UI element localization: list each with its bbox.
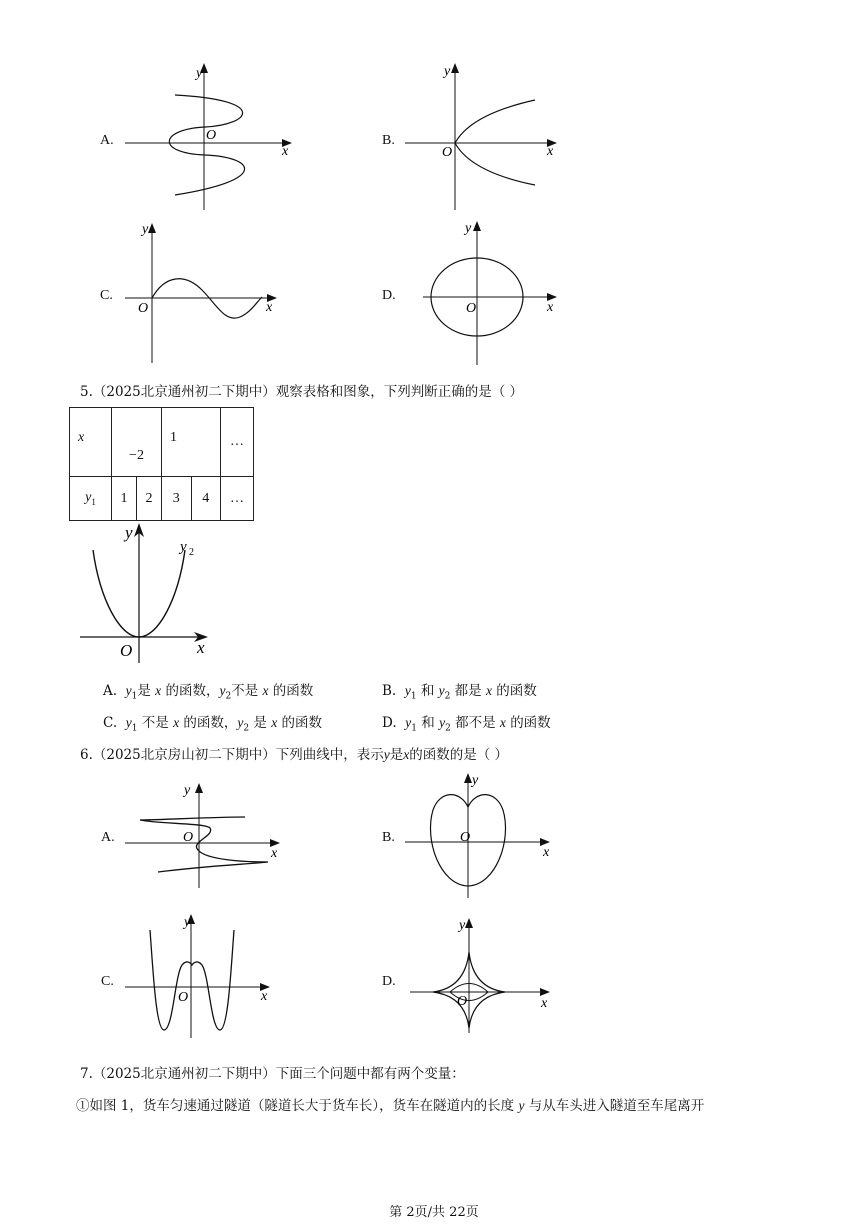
y-label: y	[459, 918, 466, 933]
q5-graph	[70, 520, 220, 665]
table-header-y1: $y_1$	[70, 477, 112, 521]
q4-option-c-label: C.	[100, 288, 113, 303]
q4-graph-d	[420, 215, 570, 370]
page-footer: 第 2页/共 22页	[389, 1205, 479, 1220]
table-cell: −2	[112, 408, 162, 477]
y-axis-arrow	[195, 783, 203, 793]
q6-option-d-label: D.	[382, 974, 396, 989]
y-label: y	[444, 64, 451, 79]
y-axis-arrow	[465, 918, 473, 928]
q4-graph-b	[400, 55, 570, 220]
table-cell: …	[221, 477, 254, 521]
q5-table	[69, 407, 254, 521]
q4-option-d-label: D.	[382, 288, 396, 303]
q5-stem: 5.（2025北京通州初二下期中）观察表格和图象，下列判断正确的是（ ）	[80, 384, 524, 400]
q5-answer-b: B. $y_1$ 和 $y_2$ 都是 x 的函数	[382, 683, 537, 702]
table-cell: 1	[112, 477, 137, 520]
q7-item-1: ①如图 1，货车匀速通过隧道（隧道长大于货车长），货车在隧道内的长度 y 与从车头进入隧道至车尾离开	[76, 1098, 705, 1114]
q6-option-c-label: C.	[101, 974, 114, 989]
table-cell: 1	[162, 408, 221, 477]
x-axis-arrow	[540, 988, 550, 996]
x-label: x	[547, 144, 554, 159]
q7-stem: 7.（2025北京通州初二下期中）下面三个问题中都有两个变量：	[80, 1066, 465, 1082]
table-cell-group	[112, 477, 162, 521]
table-cell: 4	[202, 490, 210, 506]
x-label: x	[261, 989, 268, 1004]
x-label: x	[282, 144, 289, 159]
table-cell-group	[162, 477, 221, 521]
origin-label: O	[120, 641, 133, 660]
table-row	[70, 408, 254, 477]
x-label: x	[271, 846, 278, 861]
y-label: y	[472, 773, 479, 788]
y-axis-arrow	[451, 63, 459, 73]
curve	[140, 817, 268, 872]
origin-label: O	[138, 301, 149, 316]
table-header-x: x	[70, 408, 112, 477]
q5-answer-c: C. $y_1$ 不是 x 的函数，$y_2$ 是 x 的函数	[103, 715, 322, 734]
q6-option-b-label: B.	[382, 830, 395, 845]
origin-label: O	[183, 830, 194, 845]
x-label: x	[543, 845, 550, 860]
q6-stem: 6.（2025北京房山初二下期中）下列曲线中，表示y是x的函数的是（ ）	[80, 747, 509, 763]
curve-label-sub: 2	[189, 547, 194, 558]
x-label: x	[541, 996, 548, 1011]
x-label: x	[266, 300, 273, 315]
curve-label: y	[180, 539, 187, 555]
q6-graph-a	[120, 780, 290, 890]
origin-label: O	[442, 145, 453, 160]
origin-label: O	[460, 830, 471, 845]
origin-label: O	[466, 301, 477, 316]
origin-label: O	[457, 994, 468, 1009]
table-cell: 3	[162, 477, 192, 520]
q4-graph-c	[120, 215, 290, 370]
table-cell: …	[221, 408, 254, 477]
y-axis-arrow	[464, 773, 472, 783]
q4-option-a-label: A.	[100, 133, 114, 148]
y-label: y	[465, 221, 472, 236]
x-label: x	[547, 300, 554, 315]
table-cell: 2	[145, 490, 153, 506]
table-row	[70, 477, 254, 521]
q5-answer-a: A. $y_1$是 x 的函数，$y_2$不是 x 的函数	[103, 683, 314, 702]
q6-option-a-label: A.	[101, 830, 115, 845]
origin-label: O	[178, 990, 189, 1005]
q6-graph-b	[400, 770, 560, 900]
q4-graph-a	[120, 55, 300, 220]
y-label: y	[196, 66, 203, 81]
y-label: y	[184, 783, 191, 798]
curve	[150, 930, 234, 1030]
origin-label: O	[206, 128, 217, 143]
y-axis-arrow	[148, 223, 156, 233]
q6-graph-d	[405, 915, 560, 1035]
curve	[169, 95, 244, 195]
y-axis-arrow	[473, 221, 481, 231]
y-label: y	[142, 222, 149, 237]
q5-answer-d: D. $y_1$ 和 $y_2$ 都不是 x 的函数	[382, 715, 551, 734]
q4-option-b-label: B.	[382, 133, 395, 148]
y-label: y	[184, 915, 191, 930]
x-label: x	[197, 638, 205, 657]
q6-graph-c	[120, 910, 280, 1040]
y-label: y	[125, 523, 133, 542]
